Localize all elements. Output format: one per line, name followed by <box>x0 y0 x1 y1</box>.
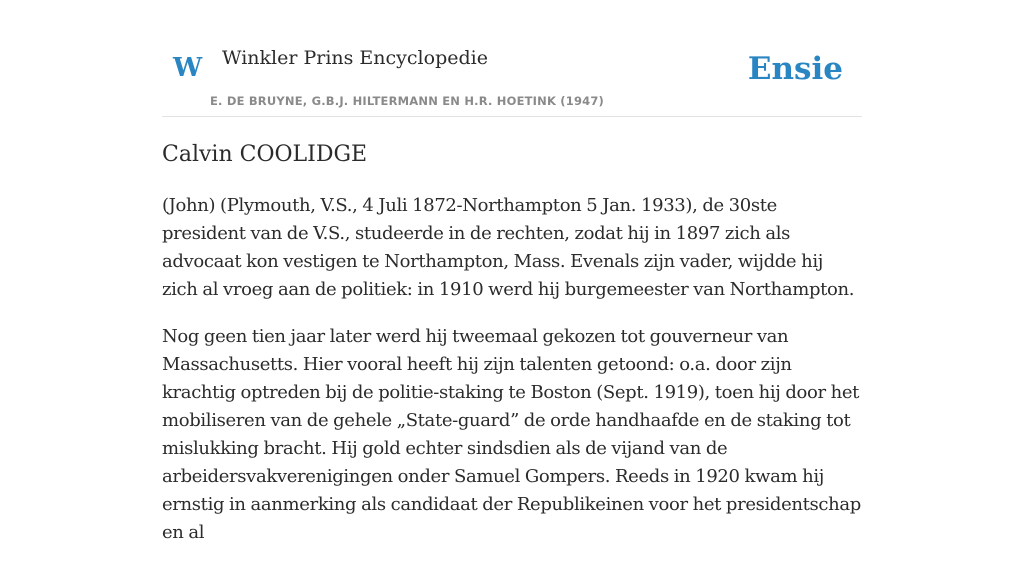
entry-paragraph-2: Nog geen tien jaar later werd hij tweemaal gekozen tot gouverneur van Massachusetts. Hier vooral heeft hij zijn talenten getoond: o.a. door zijn krachtig optreden bij de politie-staking te Boston (Sept. 1919), toen hij door het mobiliseren van de gehele „State-guard” de orde handhaafde en de staking tot mislukking bracht. Hij gold echter sindsdien als de vijand van de arbeidersvakverenigingen onder Samuel Gompers. Reeds in 1920 kwam hij ernstig in aanmerking als candidaat der Republikeinen voor het presidentschap en al <box>162 326 861 543</box>
source-header <box>162 0 862 117</box>
book-title[interactable]: Winkler Prins Encyclopedie <box>222 47 488 69</box>
entry-body <box>162 192 862 566</box>
entry-title: Calvin COOLIDGE <box>162 142 368 167</box>
book-authors: E. DE BRUYNE, G.B.J. HILTERMANN EN H.R. HOETINK (1947) <box>210 94 605 108</box>
entry-paragraph-1: (John) (Plymouth, V.S., 4 Juli 1872-Northampton 5 Jan. 1933), de 30ste president van de V.S., studeerde in de rechten, zodat hij in 1897 zich als advocaat kon vestigen te Northampton, Mass. Evenals zijn vader, wijdde hij zich al vroeg aan de politiek: in 1910 werd hij burgemeester van Northampton. <box>162 195 855 300</box>
winkler-prins-logo-icon[interactable]: W <box>173 53 203 83</box>
content-container <box>162 0 862 543</box>
ensie-logo[interactable]: Ensie <box>747 51 843 87</box>
